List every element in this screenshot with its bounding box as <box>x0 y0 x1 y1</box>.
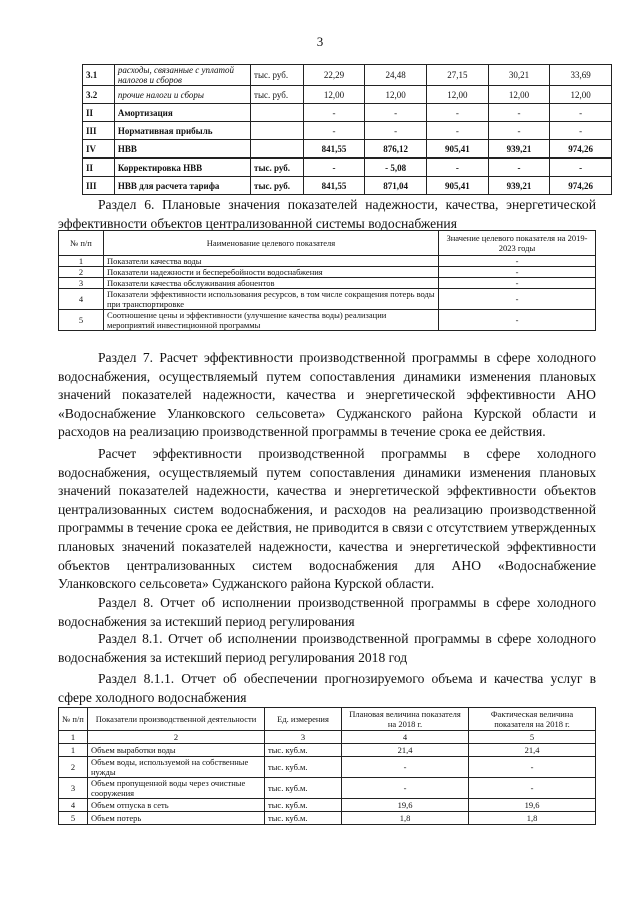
row-number: 4 <box>59 799 88 812</box>
section6-heading: Раздел 6. Плановые значения показателей надежности, качества, энергетической эффективности объектов централизованной системы водоснабжения <box>58 197 596 231</box>
row-value: - <box>550 104 612 122</box>
row-value: 24,48 <box>365 65 427 86</box>
row-name: НВВ <box>114 140 250 159</box>
table-row <box>59 799 596 812</box>
row-value: - <box>550 122 612 140</box>
row-value: - <box>303 158 365 177</box>
row-value: - <box>439 289 596 310</box>
row-name: Объем выработки воды <box>88 744 265 757</box>
row-value: - <box>488 104 550 122</box>
row-fact: 1,8 <box>469 812 596 825</box>
row-value: 974,26 <box>550 177 612 195</box>
row-unit: тыс. куб.м. <box>265 744 342 757</box>
row-value: - <box>427 158 489 177</box>
row-name: Показатели качества воды <box>104 256 439 267</box>
row-unit: тыс. куб.м. <box>265 799 342 812</box>
row-plan: - <box>342 757 469 778</box>
row-value: 871,04 <box>365 177 427 195</box>
table-row <box>83 140 612 159</box>
row-name: Объем потерь <box>88 812 265 825</box>
row-id: II <box>83 158 115 177</box>
row-name: Нормативная прибыль <box>114 122 250 140</box>
row-plan: - <box>342 778 469 799</box>
section8-paragraph-1: Раздел 8. Отчет об исполнении производственной программы в сфере холодного водоснабжения за истекший период регулирования <box>58 595 596 629</box>
row-value: 939,21 <box>488 140 550 159</box>
target-indicators-table <box>58 230 596 331</box>
row-value: 841,55 <box>303 177 365 195</box>
row-number: 5 <box>59 310 104 331</box>
row-value: - <box>439 310 596 331</box>
table-row <box>59 289 596 310</box>
row-value: 33,69 <box>550 65 612 86</box>
row-value: - <box>303 104 365 122</box>
row-value: 905,41 <box>427 177 489 195</box>
row-name: Показатели эффективности использования ресурсов, в том числе сокращения потерь воды при транспортировке <box>104 289 439 310</box>
section8-paragraph-3: Раздел 8.1.1. Отчет об обеспечении прогнозируемого объема и качества услуг в сфере холодного водоснабжения <box>58 671 596 705</box>
row-unit: тыс. руб. <box>251 177 304 195</box>
row-value: 841,55 <box>303 140 365 159</box>
table-row <box>59 267 596 278</box>
row-value: 12,00 <box>550 86 612 104</box>
column-header-unit: Ед. измерения <box>265 708 342 731</box>
row-value: - <box>439 278 596 289</box>
table-row <box>59 278 596 289</box>
section7-paragraph-1: Раздел 7. Расчет эффективности производственной программы в сфере холодного водоснабжения, осуществляемый путем сопоставления динамики изменения плановых значений показателей надежности, качества и энергетической эффективности АНО «Водоснабжение Уланковского сельсовета» Суджанского района Курской области и расходов на реализацию производственной программы в течение срока ее действия. <box>58 350 596 440</box>
row-value: - 5,08 <box>365 158 427 177</box>
row-plan: 1,8 <box>342 812 469 825</box>
row-value: 27,15 <box>427 65 489 86</box>
row-value: 30,21 <box>488 65 550 86</box>
table-row <box>59 256 596 267</box>
row-name: Объем отпуска в сеть <box>88 799 265 812</box>
table-row <box>83 158 612 177</box>
column-number: 5 <box>469 731 596 744</box>
row-name: Объем пропущенной воды через очистные сооружения <box>88 778 265 799</box>
row-value: - <box>365 122 427 140</box>
row-value: - <box>439 267 596 278</box>
column-number: 2 <box>88 731 265 744</box>
row-unit <box>251 104 304 122</box>
row-value: - <box>427 104 489 122</box>
row-name: Соотношение цены и эффективности (улучшение качества воды) реализации мероприятий инвестиционной программы <box>104 310 439 331</box>
column-header-plan: Плановая величина показателя на 2018 г. <box>342 708 469 731</box>
row-id: II <box>83 104 115 122</box>
row-value: - <box>439 256 596 267</box>
table-row <box>59 812 596 825</box>
table-row <box>83 177 612 195</box>
row-fact: - <box>469 757 596 778</box>
row-unit: тыс. куб.м. <box>265 812 342 825</box>
row-number: 1 <box>59 256 104 267</box>
row-name: Корректировка НВВ <box>114 158 250 177</box>
row-value: - <box>488 158 550 177</box>
column-header-fact: Фактическая величина показателя на 2018 г. <box>469 708 596 731</box>
row-value: 876,12 <box>365 140 427 159</box>
table-row <box>83 86 612 104</box>
row-unit <box>251 122 304 140</box>
row-name: НВВ для расчета тарифа <box>114 177 250 195</box>
row-number: 1 <box>59 744 88 757</box>
column-header-indicator: Показатели производственной деятельности <box>88 708 265 731</box>
row-value: 939,21 <box>488 177 550 195</box>
row-value: - <box>365 104 427 122</box>
row-value: - <box>488 122 550 140</box>
row-id: III <box>83 122 115 140</box>
row-unit: тыс. куб.м. <box>265 778 342 799</box>
row-unit: тыс. руб. <box>251 86 304 104</box>
row-unit: тыс. куб.м. <box>265 757 342 778</box>
row-number: 4 <box>59 289 104 310</box>
row-name: Показатели надежности и бесперебойности водоснабжения <box>104 267 439 278</box>
row-value: - <box>303 122 365 140</box>
row-value: 974,26 <box>550 140 612 159</box>
row-value: 12,00 <box>427 86 489 104</box>
row-name: прочие налоги и сборы <box>114 86 250 104</box>
row-fact: 21,4 <box>469 744 596 757</box>
row-plan: 21,4 <box>342 744 469 757</box>
row-plan: 19,6 <box>342 799 469 812</box>
row-value: 12,00 <box>303 86 365 104</box>
row-value: 12,00 <box>365 86 427 104</box>
row-fact: 19,6 <box>469 799 596 812</box>
row-number: 2 <box>59 757 88 778</box>
section8-paragraph-2: Раздел 8.1. Отчет об исполнении производственной программы в сфере холодного водоснабжения за истекший период регулирования 2018 год <box>58 631 596 665</box>
table-row <box>59 310 596 331</box>
row-value: - <box>427 122 489 140</box>
row-fact: - <box>469 778 596 799</box>
table-row <box>83 65 612 86</box>
row-value: 12,00 <box>488 86 550 104</box>
row-value: 905,41 <box>427 140 489 159</box>
section7-paragraph-2: Расчет эффективности производственной программы в сфере холодного водоснабжения, осуществляемый путем сопоставления динамики изменения плановых значений показателей надежности, качества и энергетической эффективности объектов централизованных систем водоснабжения, и расходов на реализацию производственной программы в течение срока ее действия, не приводится в связи с отсутствием утвержденных плановых значений показателей надежности, качества и энергетической эффективности объектов централизованных систем водоснабжения для АНО «Водоснабжение Уланковского сельсовета» Суджанского района Курской области. <box>58 446 596 592</box>
row-unit: тыс. руб. <box>251 158 304 177</box>
table-row <box>59 757 596 778</box>
row-name: Показатели качества обслуживания абонентов <box>104 278 439 289</box>
page-number: 3 <box>316 34 324 49</box>
column-header-value: Значение целевого показателя на 2019-2023 годы <box>439 231 596 256</box>
row-number: 2 <box>59 267 104 278</box>
row-number: 3 <box>59 278 104 289</box>
table-row <box>83 104 612 122</box>
row-name: Амортизация <box>114 104 250 122</box>
column-number: 4 <box>342 731 469 744</box>
row-id: IV <box>83 140 115 159</box>
volume-report-table <box>58 707 596 825</box>
column-number: 1 <box>59 731 88 744</box>
row-number: 3 <box>59 778 88 799</box>
row-unit: тыс. руб. <box>251 65 304 86</box>
row-name: расходы, связанные с уплатой налогов и сборов <box>114 65 250 86</box>
table-row <box>59 778 596 799</box>
table-row <box>59 744 596 757</box>
row-name: Объем воды, используемой на собственные нужды <box>88 757 265 778</box>
row-unit <box>251 140 304 159</box>
table-row <box>83 122 612 140</box>
financial-table <box>82 64 612 195</box>
column-header-number: № п/п <box>59 231 104 256</box>
column-header-number: № п/п <box>59 708 88 731</box>
row-value: - <box>550 158 612 177</box>
row-id: III <box>83 177 115 195</box>
row-id: 3.2 <box>83 86 115 104</box>
row-number: 5 <box>59 812 88 825</box>
row-value: 22,29 <box>303 65 365 86</box>
column-header-name: Наименование целевого показателя <box>104 231 439 256</box>
row-id: 3.1 <box>83 65 115 86</box>
column-number: 3 <box>265 731 342 744</box>
